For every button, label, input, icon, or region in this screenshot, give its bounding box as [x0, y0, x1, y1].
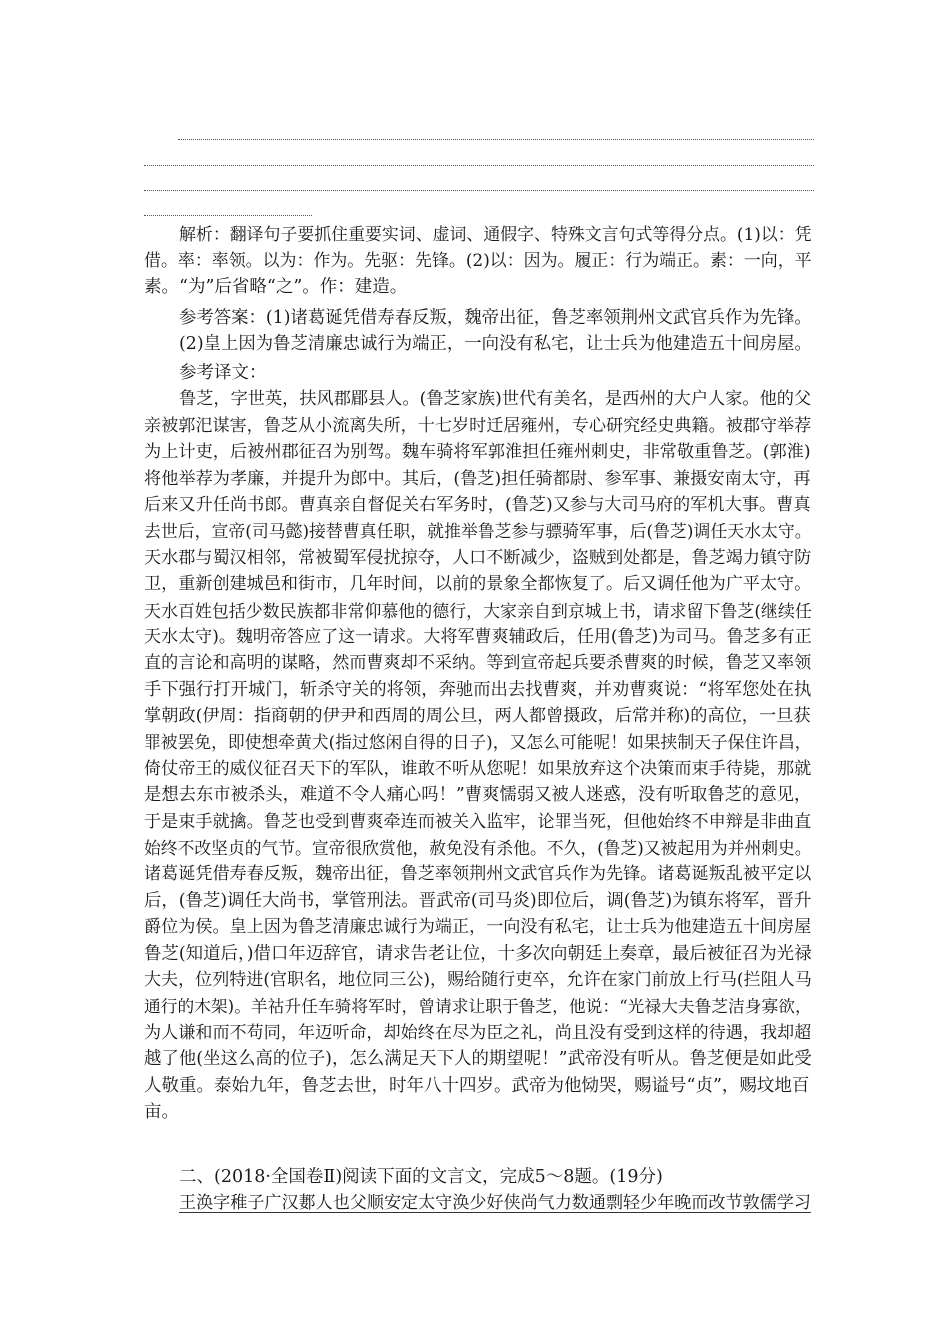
translation-line: 大夫，位列特进(官职名，地位同三公)，赐给随行吏卒，允许在家门前放上行马(拦阻人马 — [144, 969, 812, 990]
reference-translation — [144, 360, 812, 1125]
translation-line: 后，(鲁芝)调任大尚书，掌管刑法。晋武帝(司马炎)即位后，调(鲁芝)为镇东将军，晋升 — [144, 890, 812, 911]
translation-heading: 参考译文： — [179, 363, 267, 383]
translation-line: 越了他(坐这么高的位子)，怎么满足天下人的期望呢！”武帝没有听从。鲁芝便是如此受 — [144, 1049, 812, 1070]
analysis-line: 素。“为”后省略“之”。作：建造。 — [144, 276, 408, 297]
section-2 — [144, 1164, 812, 1217]
translation-line: 天水百姓包括少数民族都非常仰慕他的德行，大家亲自到京城上书，请求留下鲁芝(继续任 — [144, 600, 812, 621]
analysis-line: 解析：翻译句子要抓住重要实词、虚词、通假字、特殊文言句式等得分点。(1)以：凭 — [179, 224, 812, 244]
translation-line: 罪被罢免，即使想牵黄犬(指过悠闲自得的日子)，又怎么可能呢！如果挟制天子保住许昌， — [144, 732, 812, 753]
answer-line-2 — [144, 165, 814, 166]
answer-item-1: 参考答案：(1)诸葛诞凭借寿春反叛，魏帝出征，鲁芝率领荆州文武官兵作为先锋。 — [179, 308, 812, 328]
section-2-heading: 二、(2018·全国卷Ⅱ)阅读下面的文言文，完成5～8题。(19分) — [179, 1167, 663, 1187]
answer-line-4 — [144, 215, 312, 216]
translation-line: 将他举荐为孝廉，并提升为郎中。其后，(鲁芝)担任骑都尉、参军事、兼摄安南太守，再 — [144, 468, 811, 489]
analysis-line: 借。率：率领。以为：作为。先驱：先锋。(2)以：因为。履正：行为端正。素：一向，平 — [144, 250, 812, 271]
translation-line: 去世后，宣帝(司马懿)接替曹真任职，就推举鲁芝参与骠骑军事，后(鲁芝)调任天水太守。 — [144, 521, 812, 542]
translation-line: 掌朝政(伊周：指商朝的伊尹和西周的周公旦，两人都曾摄政，后常并称)的高位，一旦获 — [144, 706, 811, 727]
translation-line: 鲁芝(知道后，)借口年迈辞官，请求告老让位，十多次向朝廷上奏章，最后被征召为光禄 — [144, 943, 812, 964]
translation-line: 通行的木架)。羊祜升任车骑将军时，曾请求让职于鲁芝，他说：“光禄大夫鲁芝洁身寡欲， — [144, 996, 812, 1017]
translation-line: 天水太守)。魏明帝答应了这一请求。大将军曹爽辅政后，任用(鲁芝)为司马。鲁芝多有正 — [144, 626, 812, 647]
translation-line: 始终不改坚贞的气节。宣帝很欣赏他，赦免没有杀他。不久，(鲁芝)又被起用为并州刺史。 — [144, 838, 812, 859]
translation-line: 为人谦和而不苟同，年迈听命，却始终在尽为臣之礼，尚且没有受到这样的待遇，我却超 — [144, 1022, 812, 1043]
translation-line: 卫，重新创建城邑和街市，几年时间，以前的景象全都恢复了。后又调任他为广平太守。 — [144, 574, 812, 595]
translation-line: 直的言论和高明的谋略，然而曹爽却不采纳。等到宣帝起兵要杀曹爽的时候，鲁芝又率领 — [144, 653, 812, 674]
translation-line: 于是束手就擒。鲁芝也受到曹爽牵连而被关入监牢，论罪当死，但他始终不申辩是非曲直 — [144, 811, 812, 832]
translation-line: 倚仗帝王的威仪征召天下的军队，谁敢不听从您呢！如果放弃这个决策而束手待毙，那就 — [144, 758, 812, 779]
passage-first-line: 王涣字稚子广汉郪人也父顺安定太守涣少好侠尚气力数通剽轻少年晚而改节敦儒学习 — [179, 1193, 811, 1214]
analysis-paragraph — [144, 221, 812, 300]
answer-item-2: (2)皇上因为鲁芝清廉忠诚行为端正，一向没有私宅，让士兵为他建造五十间房屋。 — [179, 334, 812, 355]
answer-line-3 — [144, 190, 814, 191]
translation-line: 为上计吏，后被州郡征召为别驾。魏车骑将军郭淮担任雍州刺史，非常敬重鲁芝。(郭淮) — [144, 442, 811, 463]
translation-line: 爵位为侯。皇上因为鲁芝清廉忠诚行为端正，一向没有私宅，让士兵为他建造五十间房屋 — [144, 917, 812, 938]
translation-line: 手下强行打开城门，斩杀守关的将领，奔驰而出去找曹爽，并劝曹爽说：“将军您处在执 — [144, 679, 812, 700]
translation-line: 亩。 — [144, 1101, 179, 1122]
translation-line: 是想去东市被杀头，难道不令人痛心吗！”曹爽懦弱又被人迷惑，没有听取鲁芝的意见， — [144, 785, 812, 806]
translation-line: 鲁芝，字世英，扶风郡郿县人。(鲁芝家族)世代有美名，是西州的大户人家。他的父 — [179, 389, 812, 410]
translation-line: 诸葛诞凭借寿春反叛，魏帝出征，鲁芝率领荆州文武官兵作为先锋。诸葛诞叛乱被平定以 — [144, 864, 812, 885]
translation-line: 后来又升任尚书郎。曹真亲自督促关右军务时，(鲁芝)又参与大司马府的军机大事。曹真 — [144, 494, 811, 515]
translation-line: 天水郡与蜀汉相邻，常被蜀军侵扰掠夺，人口不断减少，盗贼到处都是，鲁芝竭力镇守防 — [144, 547, 812, 568]
translation-line: 亲被郭汜谋害，鲁芝从小流离失所，十七岁时迁居雍州，专心研究经史典籍。被郡守举荐 — [144, 415, 812, 436]
translation-line: 人敬重。泰始九年，鲁芝去世，时年八十四岁。武帝为他恸哭，赐谥号“贞”，赐坟地百 — [144, 1075, 810, 1096]
reference-answer — [144, 305, 812, 358]
answer-line-1 — [178, 139, 814, 140]
